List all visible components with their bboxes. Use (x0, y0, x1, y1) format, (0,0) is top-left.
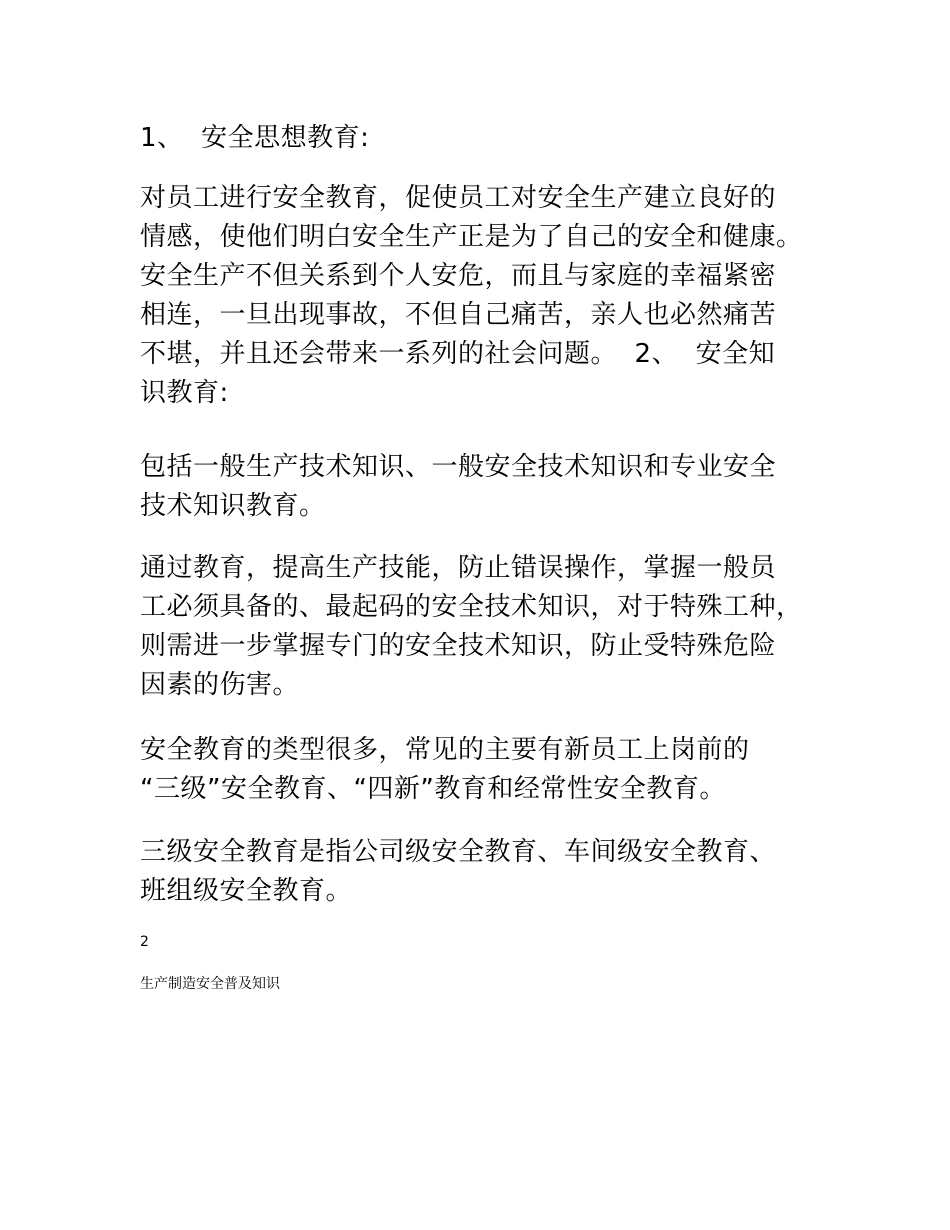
paragraph-5: 三级安全教育是指公司级安全教育、车间级安全教育、 班组级安全教育。 (140, 837, 777, 906)
footer-doc-title: 生产制造安全普及知识 (140, 976, 280, 992)
paragraph-1: 对员工进行安全教育，促使员工对安全生产建立良好的 情感，使他们明白安全生产正是为了自己的安全和健康。 安全生产不但关系到个人安危，而且与家庭的幸福紧密 相连，一旦出现事故，不但自己痛苦，亲人也必然痛苦 不堪，并且还会带来一系列的社会问题。 2、 安全知 识教育: (140, 183, 803, 408)
paragraph-4: 安全教育的类型很多，常见的主要有新员工上岗前的 “三级”安全教育、“四新”教育和经常性安全教育。 (140, 735, 750, 804)
section-heading-1: 1、 安全思想教育: (140, 123, 370, 153)
page-number: 2 (140, 934, 149, 950)
paragraph-2: 包括一般生产技术知识、一般安全技术知识和专业安全 技术知识教育。 (140, 452, 777, 521)
paragraph-3: 通过教育，提高生产技能，防止错误操作，掌握一般员 工必须具备的、最起码的安全技术知识，对于特殊工种， 则需进一步掌握专门的安全技术知识，防止受特殊危险 因素的伤害。 (140, 553, 803, 700)
